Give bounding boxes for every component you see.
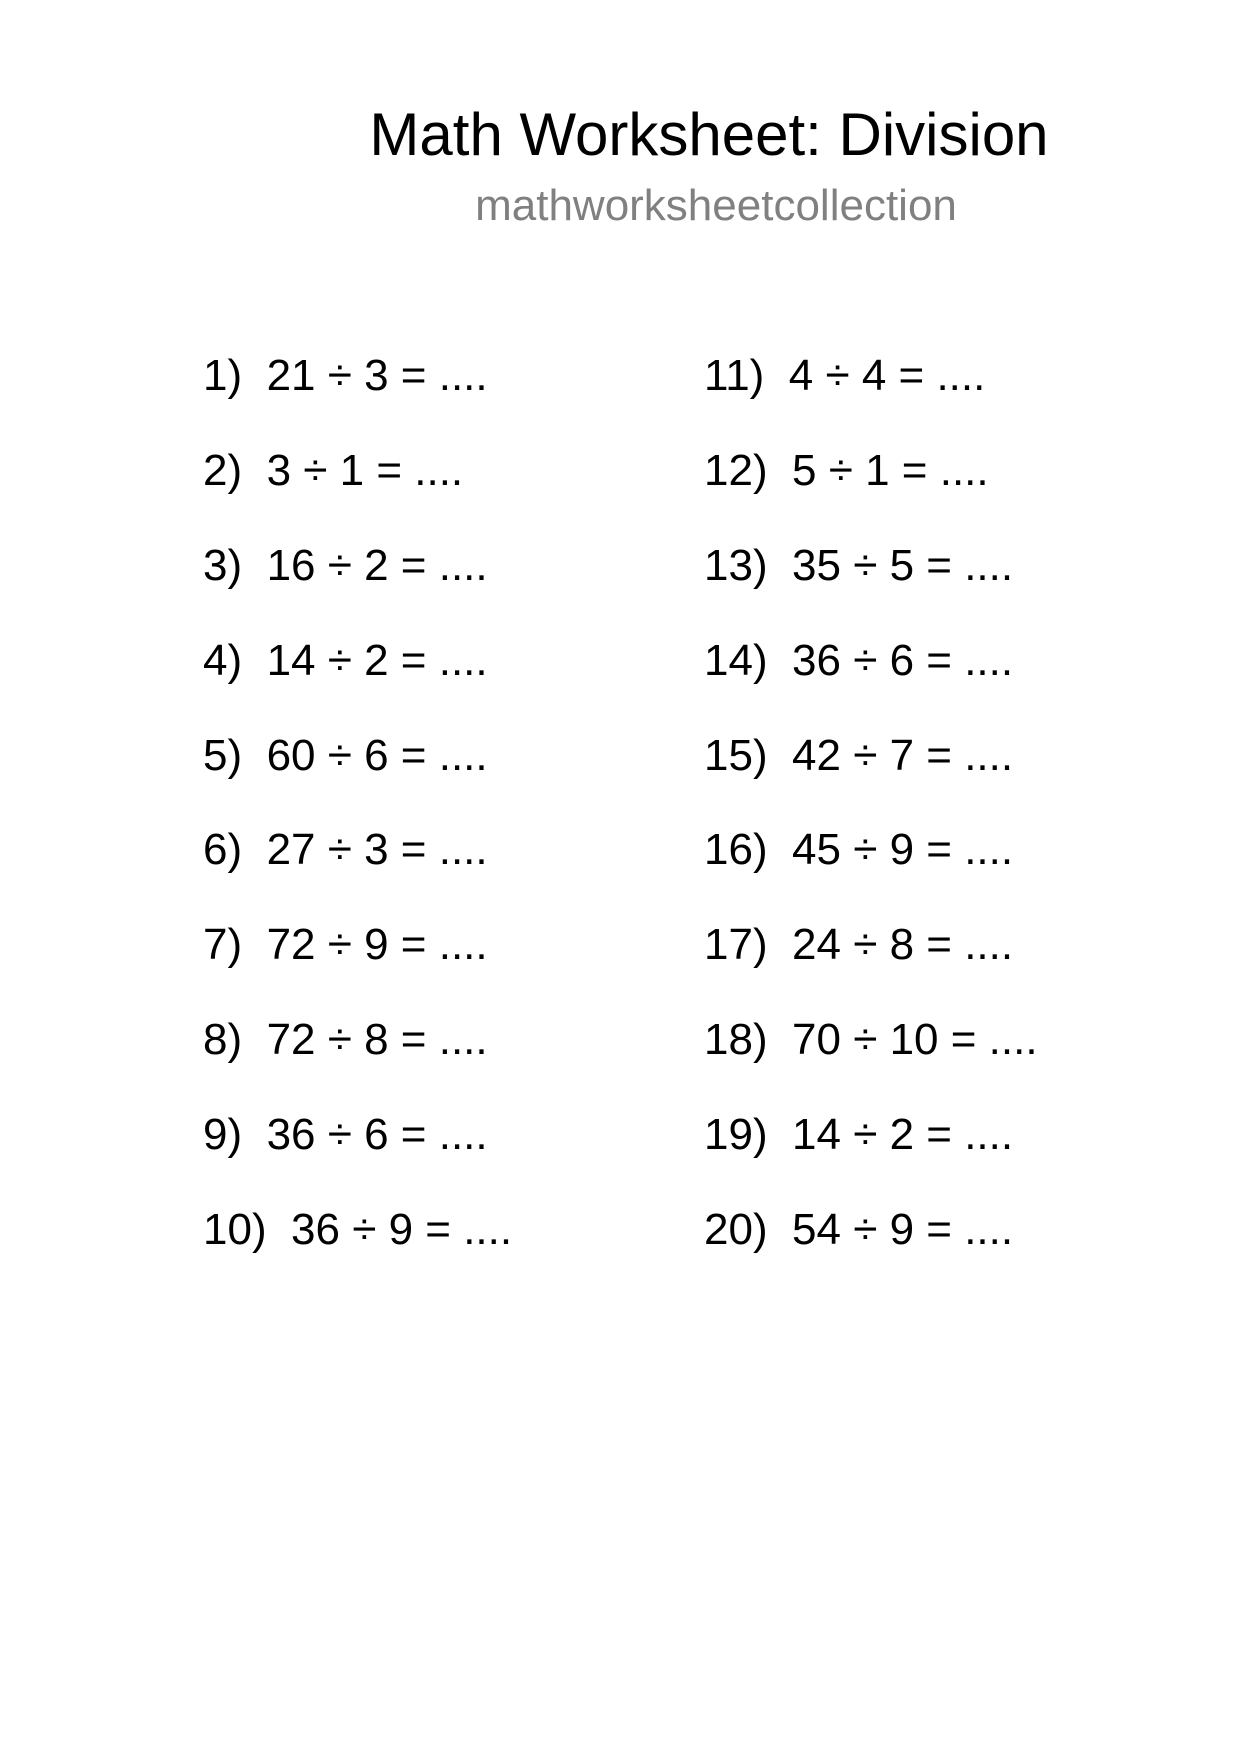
problem-item: 11) 4 ÷ 4 = .... [704,351,986,400]
problem-item: 17) 24 ÷ 8 = .... [704,920,1014,970]
problem-item: 12) 5 ÷ 1 = .... [704,445,989,495]
problem-item: 10) 36 ÷ 9 = .... [203,1205,513,1255]
problem-column-left [203,350,512,1299]
problem-item: 16) 45 ÷ 9 = .... [704,825,1014,875]
problem-item: 7) 72 ÷ 9 = .... [203,920,488,970]
problem-item: 8) 72 ÷ 8 = .... [203,1015,488,1065]
page-subtitle: mathworksheetcollection [475,181,957,230]
problem-item: 1) 21 ÷ 3 = .... [203,351,488,400]
page-title: Math Worksheet: Division [369,101,1049,168]
problem-column-right [704,350,1038,1299]
problem-item: 13) 35 ÷ 5 = .... [704,540,1014,590]
problem-item: 15) 42 ÷ 7 = .... [704,730,1014,780]
problem-item: 6) 27 ÷ 3 = .... [203,825,488,875]
problem-item: 18) 70 ÷ 10 = .... [704,1015,1038,1065]
problem-item: 9) 36 ÷ 6 = .... [203,1110,488,1160]
problem-item: 19) 14 ÷ 2 = .... [704,1110,1014,1160]
problem-item: 2) 3 ÷ 1 = .... [203,445,464,495]
problem-item: 3) 16 ÷ 2 = .... [203,540,488,590]
problem-item: 4) 14 ÷ 2 = .... [203,635,488,685]
problem-item: 5) 60 ÷ 6 = .... [203,730,488,780]
problem-item: 14) 36 ÷ 6 = .... [704,635,1014,685]
problem-item: 20) 54 ÷ 9 = .... [704,1205,1014,1255]
